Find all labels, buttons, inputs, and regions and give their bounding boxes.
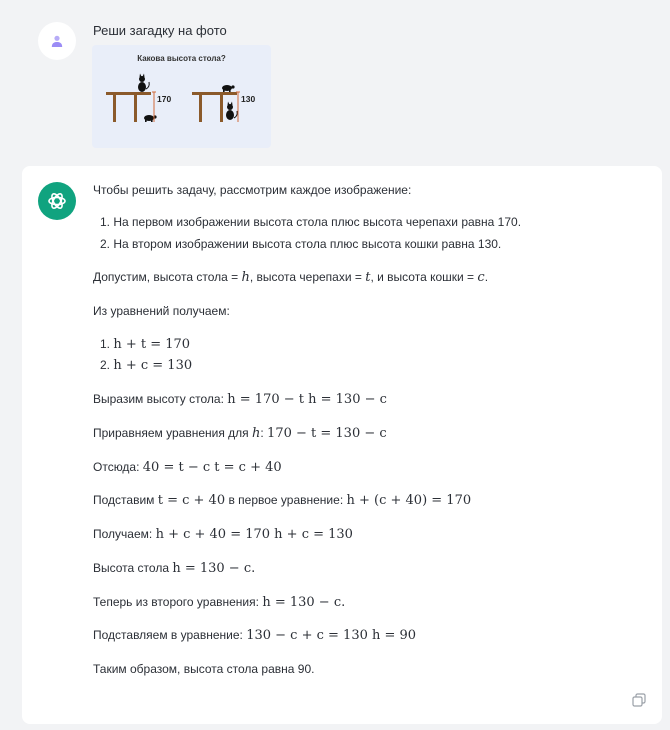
- intro-text: Чтобы решить задачу, рассмотрим каждое изображение:: [93, 183, 412, 197]
- equation-math: h + c = 130: [113, 358, 193, 373]
- cat-icon: [226, 102, 237, 121]
- equation-item: 2. h + c = 130: [100, 358, 193, 373]
- substitute-label: Подставим: [93, 493, 158, 507]
- assumption-mid-2: , и высота кошки =: [370, 270, 478, 284]
- equate-step: [93, 425, 387, 442]
- hence-math: 40 = t − c t = c + 40: [142, 460, 282, 475]
- now-math: h = 130 − c.: [262, 595, 346, 610]
- cat-icon: [138, 74, 149, 93]
- equations-intro: Из уравнений получаем:: [93, 304, 230, 318]
- list-item: 1. На первом изображении высота стола плюс высота черепахи равна 170.: [100, 215, 522, 229]
- substitute-math: t = c + 40: [157, 493, 226, 508]
- plug-label: Подставляем в уравнение:: [93, 628, 247, 642]
- list-item-text: На первом изображении высота стола плюс высота черепахи равна 170.: [113, 215, 522, 229]
- equate-math: 170 − t = 130 − c: [267, 426, 387, 441]
- express-step: [93, 391, 387, 408]
- height-label: Высота стола: [93, 561, 173, 575]
- user-avatar: [38, 22, 76, 60]
- now-label: Теперь из второго уравнения:: [93, 595, 263, 609]
- equate-label: Приравняем уравнения для: [93, 426, 252, 440]
- hence-step: [93, 459, 282, 476]
- copy-button[interactable]: [632, 693, 646, 707]
- puzzle-image[interactable]: [92, 45, 271, 148]
- user-message: [0, 0, 670, 160]
- equation-math: h + t = 170: [113, 337, 191, 352]
- now-step: [93, 594, 345, 611]
- plug-step: [93, 627, 416, 644]
- assumption-mid-1: , высота черепахи =: [249, 270, 366, 284]
- hence-label: Отсюда:: [93, 460, 143, 474]
- math-var-c: c: [477, 270, 485, 285]
- get-math: h + c + 40 = 170 h + c = 130: [155, 527, 353, 542]
- equate-var: h: [252, 426, 261, 441]
- substitute-step: [93, 492, 471, 509]
- conclusion-text: Таким образом, высота стола равна 90.: [93, 662, 315, 676]
- height-step: [93, 560, 255, 577]
- turtle-icon: [144, 115, 157, 122]
- assistant-message: [22, 166, 662, 724]
- math-var-h: h: [241, 270, 250, 285]
- measurement-label-2: 130: [241, 94, 256, 104]
- openai-logo-icon: [46, 190, 68, 212]
- equate-colon: :: [260, 426, 268, 440]
- measurement-label-1: 170: [157, 94, 172, 104]
- assumption-prefix: Допустим, высота стола =: [93, 270, 242, 284]
- substitute-mid: в первое уравнение:: [225, 493, 347, 507]
- list-item-text: На втором изображении высота стола плюс высота кошки равна 130.: [113, 237, 502, 251]
- assumption-end: .: [484, 270, 489, 284]
- copy-icon: [632, 693, 646, 707]
- math-var-t: t: [365, 270, 371, 285]
- puzzle-title: Какова высота стола?: [137, 54, 226, 63]
- express-math: h = 170 − t h = 130 − c: [227, 392, 387, 407]
- equation-item: 1. h + t = 170: [100, 337, 191, 352]
- get-step: [93, 526, 353, 543]
- height-math: h = 130 − c.: [172, 561, 256, 576]
- assumption-text: [93, 269, 488, 286]
- list-item: 2. На втором изображении высота стола плюс высота кошки равна 130.: [100, 237, 502, 251]
- assistant-avatar: [38, 182, 76, 220]
- user-icon: [50, 34, 64, 48]
- plug-math: 130 − c + c = 130 h = 90: [246, 628, 417, 643]
- turtle-icon: [222, 85, 235, 92]
- get-label: Получаем:: [93, 527, 156, 541]
- user-message-text: Реши загадку на фото: [93, 23, 227, 38]
- express-label: Выразим высоту стола:: [93, 392, 228, 406]
- substitute-math-2: h + (c + 40) = 170: [346, 493, 472, 508]
